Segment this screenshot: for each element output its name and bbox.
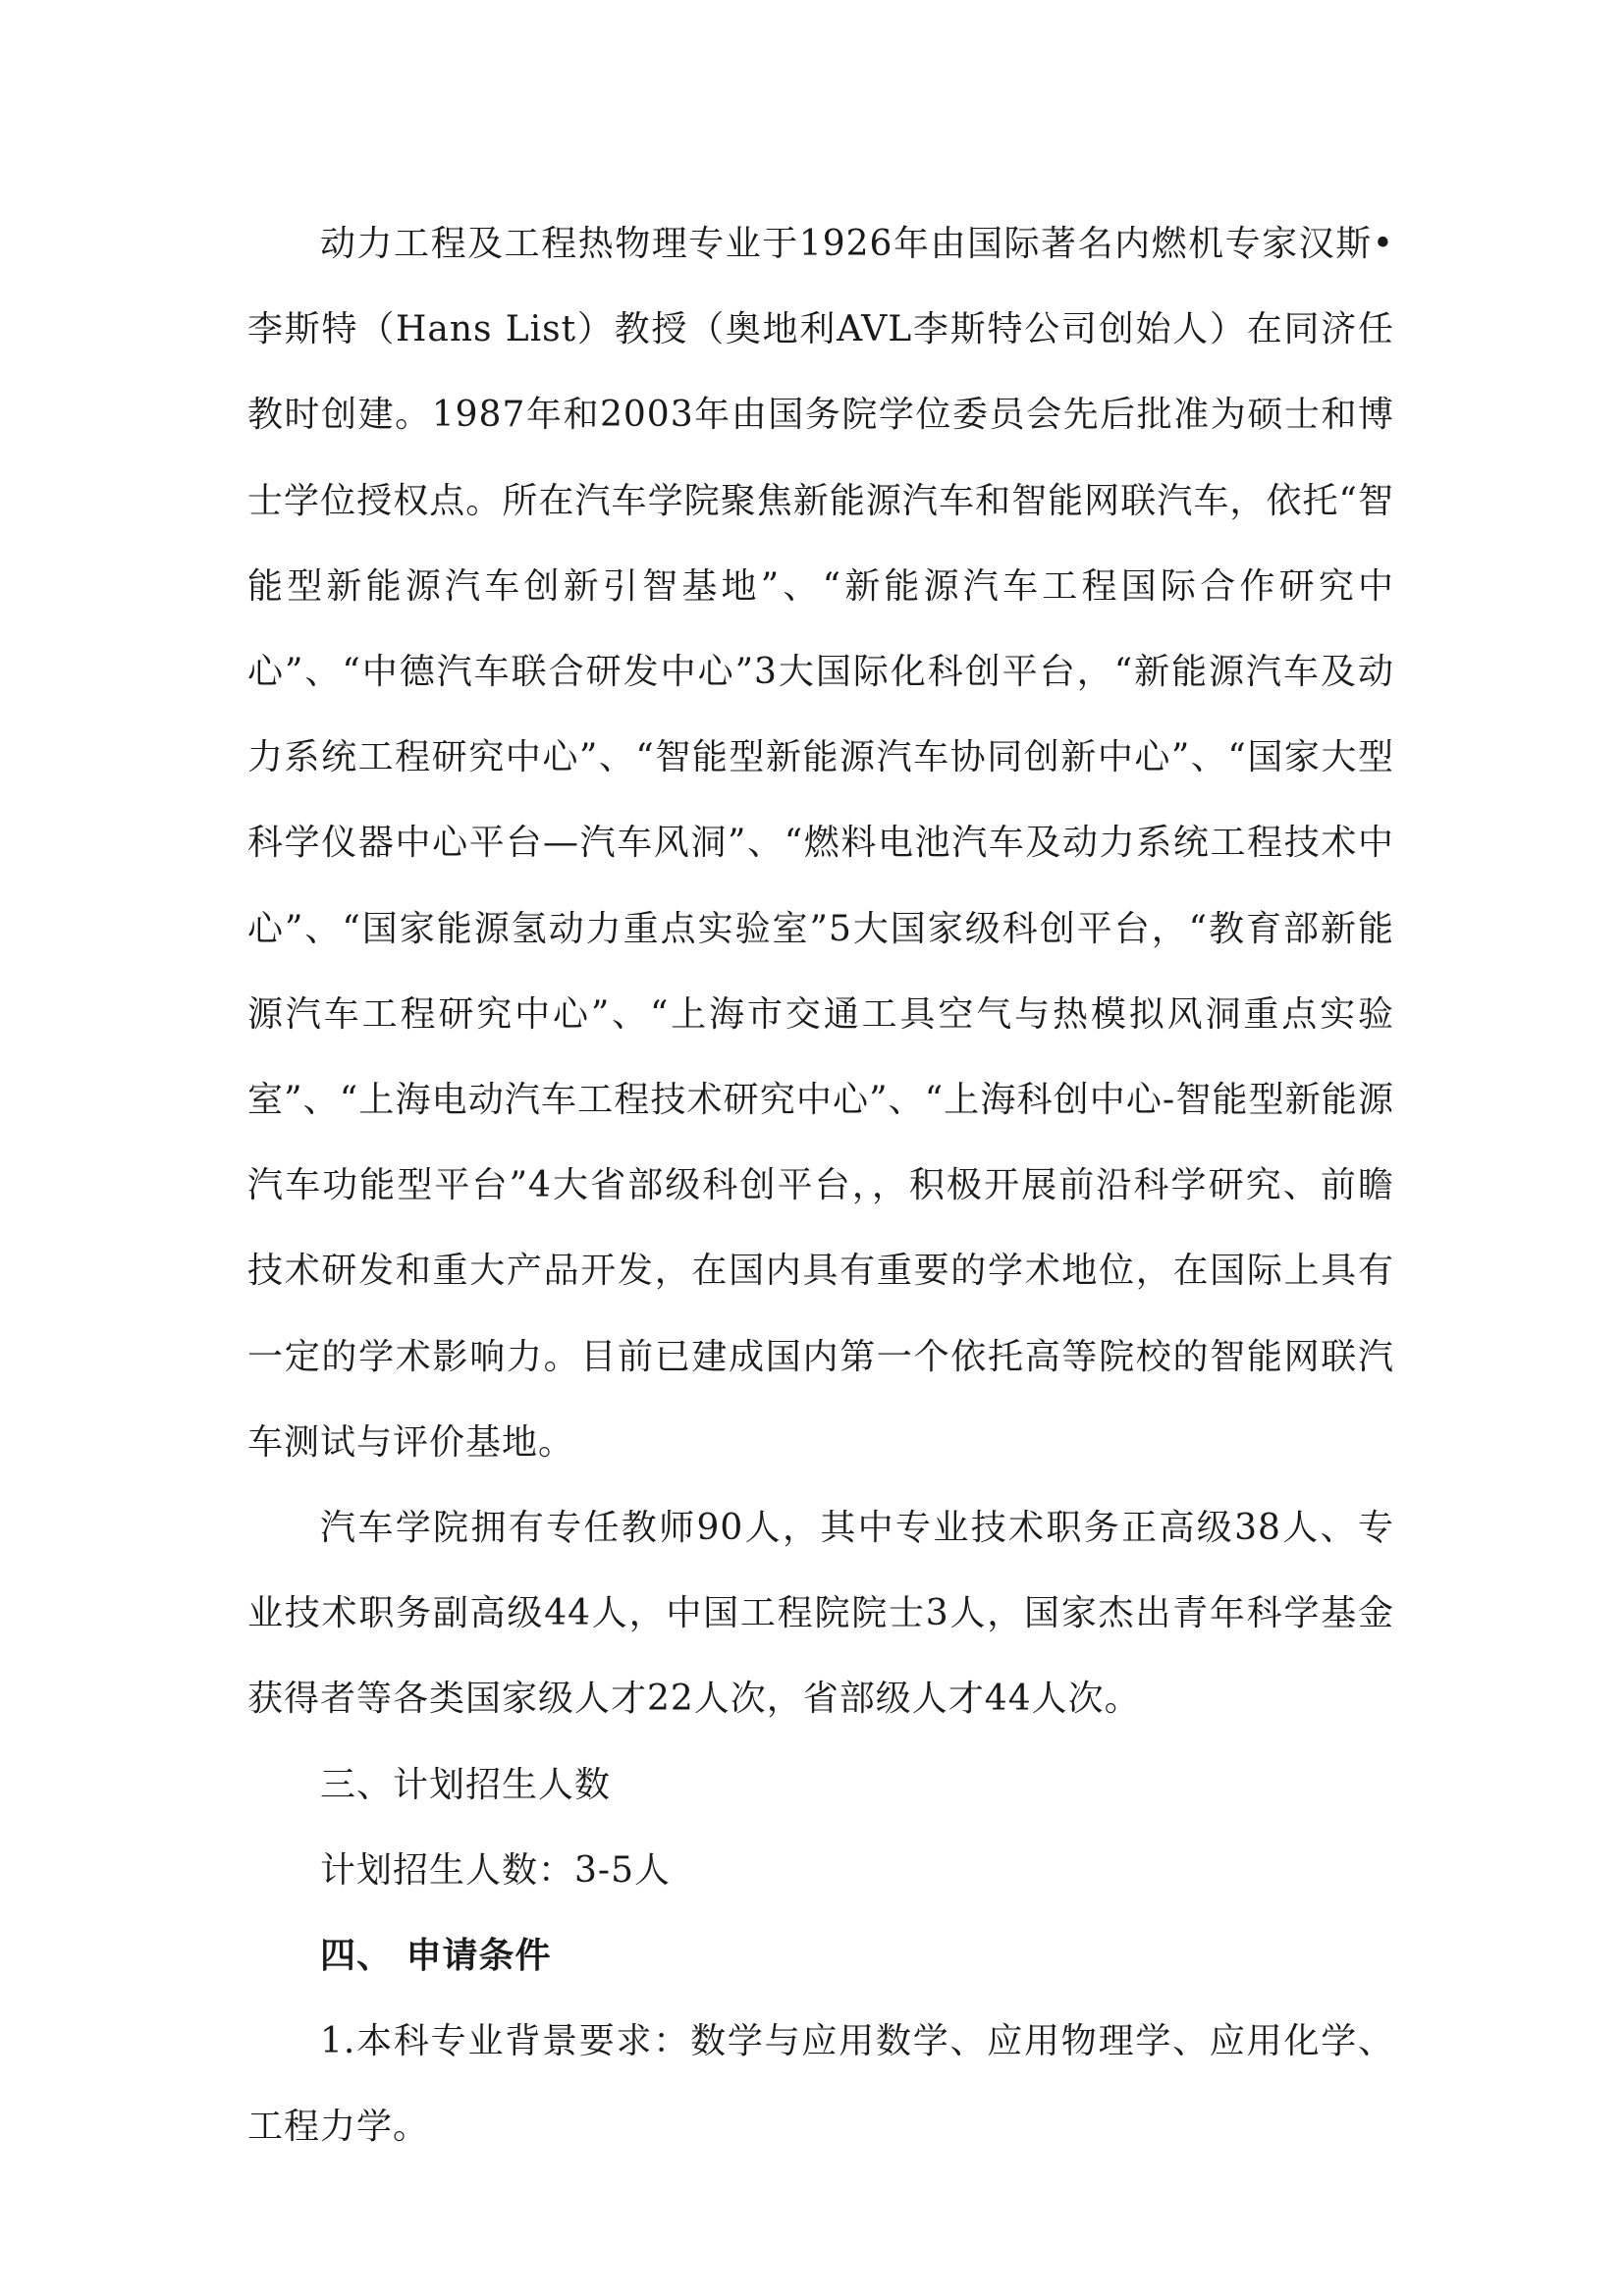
- paragraph-background-requirement: 1.本科专业背景要求：数学与应用数学、应用物理学、应用化学、工程力学。: [247, 2021, 1394, 2148]
- document-body: [247, 201, 1394, 2170]
- heading-enrollment-plan: 三、计划招生人数: [320, 1764, 612, 1805]
- paragraph-history: 动力工程及工程热物理专业于1926年由国际著名内燃机专家汉斯•李斯特（Hans List）教授（奥地利AVL李斯特公司创始人）在同济任教时创建。1987年和2003年由国务院学位委员会先后批准为硕士和博士学位授权点。所在汽车学院聚焦新能源汽车和智能网联汽车，依托“智能型新能源汽车创新引智基地”、“新能源汽车工程国际合作研究中心”、“中德汽车联合研发中心”3大国际化科创平台，“新能源汽车及动力系统工程研究中心”、“智能型新能源汽车协同创新中心”、“国家大型科学仪器中心平台—汽车风洞”、“燃料电池汽车及动力系统工程技术中心”、“国家能源氢动力重点实验室”5大国家级科创平台，“教育部新能源汽车工程研究中心”、“上海市交通工具空气与热模拟风洞重点实验室”、“上海电动汽车工程技术研究中心”、“上海科创中心-智能型新能源汽车功能型平台”4大省部级科创平台，，积极开展前沿科学研究、前瞻技术研发和重大产品开发，在国内具有重要的学术地位，在国际上具有一定的学术影响力。目前已建成国内第一个依托高等院校的智能网联汽车测试与评价基地。: [247, 224, 1394, 1463]
- heading-application-requirements: 四、 申请条件: [320, 1936, 552, 1977]
- paragraph-enrollment-number: 计划招生人数：3-5人: [320, 1849, 671, 1891]
- paragraph-faculty: 汽车学院拥有专任教师90人，其中专业技术职务正高级38人、专业技术职务副高级44人，中国工程院院士3人，国家杰出青年科学基金获得者等各类国家级人才22人次，省部级人才44人次。: [247, 1508, 1394, 1720]
